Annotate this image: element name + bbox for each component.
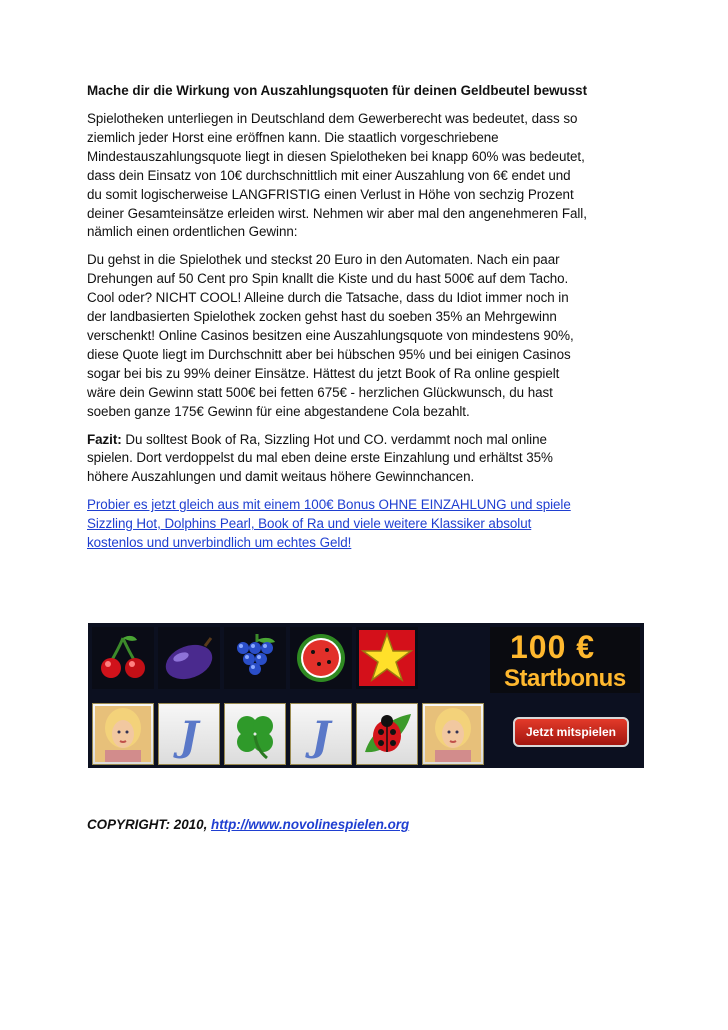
fazit-label: Fazit: xyxy=(87,431,122,447)
text-line: ziemlich jeder Horst eine eröffnen kann. Die staatlich vorgeschriebene xyxy=(87,129,499,145)
copyright-text: COPYRIGHT: 2010, xyxy=(87,817,212,832)
promo-link-paragraph xyxy=(87,496,647,553)
copyright-line xyxy=(87,817,409,832)
text-line: Drehungen auf 50 Cent pro Spin knallt die Kiste und du hast 500€ auf dem Tacho. xyxy=(87,271,569,287)
startbonus-panel xyxy=(490,627,640,693)
text-line: nämlich einen ordentlichen Gewinn: xyxy=(87,224,298,240)
article-heading: Mache dir die Wirkung von Auszahlungsquoten für deinen Geldbeutel bewusst xyxy=(87,83,588,98)
promo-link[interactable]: kostenlos und unverbindlich um echtes Geld! xyxy=(87,535,352,551)
text-line: diese Quote liegt im Durchschnitt aber bei hübschen 95% und bei einigen Casinos xyxy=(87,346,571,362)
bonus-label: Startbonus xyxy=(504,665,626,692)
text-line: du somit logischerweise LANGFRISTIG einen Verlust in Höhe von sechzig Prozent xyxy=(87,186,574,202)
woman-portrait-icon xyxy=(92,703,154,765)
promo-link[interactable]: Sizzling Hot, Dolphins Pearl, Book of Ra und viele weitere Klassiker absolut xyxy=(87,516,532,532)
svg-text:J: J xyxy=(179,713,199,760)
clover-icon xyxy=(224,703,286,765)
plum-icon xyxy=(158,627,220,689)
letter-j-icon xyxy=(290,703,352,765)
text-line: spielen. Dort verdoppelst du mal eben deine erste Einzahlung und erhältst 35% xyxy=(87,450,553,466)
bonus-amount: 100 € xyxy=(510,629,596,665)
text-line: wäre dein Gewinn statt 500€ bei fetten 675€ - herzlichen Glückwunsch, du hast xyxy=(87,384,553,400)
text-line xyxy=(87,431,647,450)
fazit-text: Du solltest Book of Ra, Sizzling Hot und CO. verdammt noch mal online xyxy=(121,431,547,447)
text-line: dass dein Einsatz von 10€ durchschnittlich mit einer Auszahlung von 6€ endet und xyxy=(87,167,571,183)
text-line: verschenkt! Online Casinos besitzen eine Auszahlungsquote von mindestens 90%, xyxy=(87,327,574,343)
svg-text:J: J xyxy=(311,713,331,760)
text-line: Spielotheken unterliegen in Deutschland dem Gewerberecht was bedeutet, dass so xyxy=(87,111,578,126)
paragraph-spielothek-example xyxy=(87,251,647,421)
woman-portrait-icon xyxy=(422,703,484,765)
text-line: Cool oder? NICHT COOL! Alleine durch die Tatsache, dass du Idiot immer noch in xyxy=(87,290,569,306)
melon-icon xyxy=(290,627,352,689)
copyright-link[interactable]: http://www.novolinespielen.org xyxy=(211,817,410,832)
promo-link[interactable]: Probier es jetzt gleich aus mit einem 100€ Bonus OHNE EINZAHLUNG und spiele xyxy=(87,497,571,513)
letter-j-icon xyxy=(158,703,220,765)
casino-banner[interactable] xyxy=(88,623,644,768)
text-line: höhere Auszahlungen und damit weitaus höhere Gewinnchancen. xyxy=(87,469,475,485)
ladybug-icon xyxy=(356,703,418,765)
paragraph-gewerberecht xyxy=(87,110,647,242)
grapes-icon xyxy=(224,627,286,689)
text-line: sogar bei bis zu 99% deiner Einsätze. Hättest du jetzt Book of Ra online gespielt xyxy=(87,365,560,381)
text-line: der landbasierten Spielothek zocken gehst hast du soeben 35% an Mehrgewinn xyxy=(87,309,557,325)
cherry-icon xyxy=(92,627,154,689)
text-line: Mindestauszahlungsquote liegt in diesen Spielotheken bei knapp 60% was bedeutet, xyxy=(87,148,585,164)
article xyxy=(87,82,647,562)
paragraph-fazit xyxy=(87,431,647,488)
jetzt-mitspielen-button[interactable]: Jetzt mitspielen xyxy=(513,717,629,747)
text-line: deiner Gesamteinsätze erleiden wirst. Nehmen wir aber mal den angenehmeren Fall, xyxy=(87,205,587,221)
text-line: Du gehst in die Spielothek und steckst 20 Euro in den Automaten. Nach ein paar xyxy=(87,252,560,268)
text-line: soeben ganze 175€ Gewinn für eine abgestandene Cola bezahlt. xyxy=(87,403,470,419)
star-icon xyxy=(356,627,418,689)
